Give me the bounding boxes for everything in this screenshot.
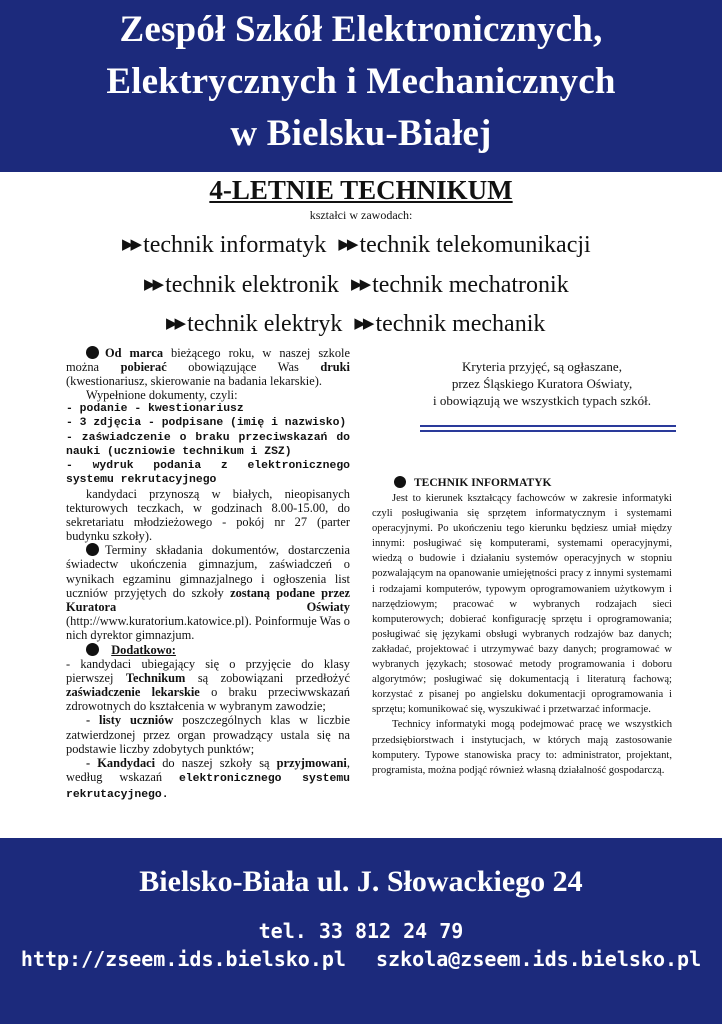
profession-item: technik mechatronik	[372, 272, 569, 298]
document-item: - podanie - kwestionariusz	[66, 403, 244, 416]
school-name-line-3: w Bielsku-Białej	[230, 113, 492, 154]
document-item: - wydruk podania z elektronicznego systemu rekrutacyjnego	[66, 459, 350, 486]
extra-title: Dodatkowo:	[66, 643, 350, 657]
bullet-icon	[86, 346, 99, 359]
double-arrow-icon: ▶▶	[338, 237, 356, 253]
profession-item: technik elektronik	[165, 272, 340, 298]
header-banner	[0, 0, 722, 172]
trains-in-label: kształci w zawodach:	[309, 208, 413, 222]
profession-item: technik elektryk	[187, 311, 343, 337]
document-item: - 3 zdjęcia - podpisane (imię i nazwisko)	[66, 417, 347, 430]
informatyk-paragraph-1: Jest to kierunek kształcący fachowców w zakresie informatyki czyli posługiwania się sprzętem informatycznym i systemami operacyjnymi. Po ukończeniu tego kierunku będziesz umiał między innymi: posługiwać się komputerami, systemami operacyjnymi, wiedzą o budowie i działaniu systemów operacyjnych w stopniu pozwalającym na opanowanie umiejętności pracy z innymi systemami i rodzajami komputerów, typowym oprogramowaniem użytkowym i narzędziowym; pracować w wybranych rodzajach sieci komputerowych; dobierać konfigurację sprzętu i oprogramowania; posługiwać się językami obsługi wybranych rodzajów baz danych; zakładać, projektować i utrzymywać bazy danych; programować w wybranych językach; stosować metody programowania i doboru algorytmów; posługiwać się dokumentacją i literaturą fachową; korzystać z pisanej po angielsku dokumentacji oprogramowania i sprzętu; komunikować się, wyszukiwać i przetwarzać informacje.	[372, 493, 672, 716]
informatyk-description	[372, 491, 672, 778]
admission-paragraph-4: Terminy składania dokumentów, dostarczenia świadectw ukończenia gimnazjum, zaświadczeń o wynikach egzaminu gimnazjalnego i ogłoszenia list uczniów przyjętych do szkoły zostaną podane przez Kuratora Oświaty (http://www.kuratorium.katowice.pl). Poinformuje Was o nich dyrektor gimnazjum.	[66, 543, 350, 642]
criteria-line: i obowiązują we wszystkich typach szkół.	[432, 393, 652, 408]
profession-row-1	[122, 230, 597, 260]
school-name-line-2: Elektrycznych i Mechanicznych	[106, 61, 616, 102]
document-item: - zaświadczenie o braku przeciwskazań do nauki (uczniowie technikum i ZSZ)	[66, 431, 350, 458]
extra-item-1: - kandydaci ubiegający się o przyjęcie do klasy pierwszej Technikum są zobowiązani przedłożyć zaświadczenie lekarskie o braku przeciwwskazań zdrowotnych do kształcenia w wybranym zawodzie;	[66, 657, 350, 714]
informatyk-heading: TECHNIK INFORMATYK	[394, 476, 684, 490]
rule-line	[420, 430, 676, 432]
admission-paragraph-1: Od marca bieżącego roku, w naszej szkole można pobierać obowiązujące Was druki (kwestionariusz, skierowanie na badania lekarskie).	[66, 346, 350, 389]
double-arrow-icon: ▶▶	[354, 316, 372, 332]
contact-links	[0, 946, 722, 972]
double-arrow-icon: ▶▶	[144, 277, 162, 293]
footer-banner	[0, 838, 722, 1024]
phone-number: tel. 33 812 24 79	[258, 919, 464, 943]
profession-item: technik telekomunikacji	[359, 232, 591, 258]
criteria-line: przez Śląskiego Kuratora Oświaty,	[451, 376, 633, 391]
admission-info	[66, 346, 350, 802]
admission-paragraph-2: Wypełnione dokumenty, czyli:	[86, 388, 238, 403]
double-arrow-icon: ▶▶	[351, 277, 369, 293]
website-link[interactable]: http://zseem.ids.bielsko.pl	[20, 947, 346, 971]
extra-item-2: - listy uczniów poszczególnych klas w liczbie zatwierdzonej przez organ prowadzący ustala się na podstawie liczby zdobytych punktów;	[66, 713, 350, 756]
bullet-icon	[86, 543, 99, 556]
criteria-note	[402, 358, 682, 409]
decorative-rules	[420, 425, 676, 435]
double-arrow-icon: ▶▶	[166, 316, 184, 332]
profession-item: technik mechanik	[375, 311, 546, 337]
admission-paragraph-3: kandydaci przynoszą w białych, nieopisanych tekturowych teczkach, w godzinach 8.00-15.00, do sekretariatu młodzieżowego - pokój nr 27 (parter budynku szkoły).	[66, 486, 350, 544]
rule-line	[420, 425, 676, 427]
criteria-line: Kryteria przyjęć, są ogłaszane,	[462, 359, 622, 374]
profession-row-2	[144, 270, 575, 300]
double-arrow-icon: ▶▶	[122, 237, 140, 253]
school-type-title: 4-LETNIE TECHNIKUM	[209, 175, 513, 205]
profession-row-3	[166, 309, 551, 339]
email-link[interactable]: szkola@zseem.ids.bielsko.pl	[376, 947, 702, 971]
extra-item-3: - Kandydaci do naszej szkoły są przyjmowani, według wskazań elektronicznego systemu rekrutacyjnego.	[66, 755, 350, 801]
bullet-icon	[86, 643, 99, 656]
school-address: Bielsko-Biała ul. J. Słowackiego 24	[139, 865, 583, 898]
school-name-line-1: Zespół Szkół Elektronicznych,	[119, 9, 603, 50]
informatyk-paragraph-2: Technicy informatyki mogą podejmować pracę we wszystkich przedsiębiorstwach i instytucjach, w których mają zastosowanie komputery. Typowe stanowiska pracy to: administrator, projektant, programista, można podjąć również własną działalność gospodarczą.	[372, 719, 672, 776]
profession-item: technik informatyk	[143, 232, 327, 258]
bullet-icon	[394, 476, 406, 488]
